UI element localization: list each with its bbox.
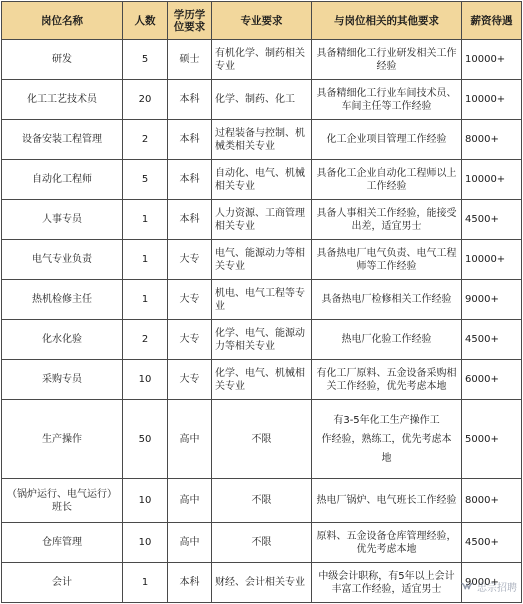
other-requirements-cell	[312, 400, 462, 479]
header-education: 学历学位要求	[168, 2, 212, 40]
education-cell: 本科	[168, 120, 212, 160]
position-cell: （锅炉运行、电气运行）班长	[2, 479, 123, 523]
other-requirements-line: 作经验，熟练工，优先考虑本	[321, 433, 452, 445]
table-row	[2, 160, 522, 200]
header-salary: 薪资待遇	[462, 2, 522, 40]
table-row	[2, 80, 522, 120]
other-requirements-cell: 具备热电厂电气负责、电气工程师等工作经验	[312, 240, 462, 280]
header-other: 与岗位相关的其他要求	[312, 2, 462, 40]
salary-cell: 10000+	[462, 160, 522, 200]
table-row	[2, 120, 522, 160]
header-major: 专业要求	[212, 2, 312, 40]
position-cell: 自动化工程师	[2, 160, 123, 200]
other-requirements-cell: 热电厂化验工作经验	[312, 320, 462, 360]
salary-cell: 9000+	[462, 280, 522, 320]
education-cell: 本科	[168, 563, 212, 603]
major-cell: 自动化、电气、机械相关专业	[212, 160, 312, 200]
other-requirements-cell: 具备热电厂检修相关工作经验	[312, 280, 462, 320]
major-cell: 财经、会计相关专业	[212, 563, 312, 603]
header-position: 岗位名称	[2, 2, 123, 40]
other-requirements-cell: 具备人事相关工作经验，能接受出差，适宜男士	[312, 200, 462, 240]
position-cell: 生产操作	[2, 400, 123, 479]
major-cell: 有机化学、制药相关专业	[212, 40, 312, 80]
count-cell: 1	[123, 563, 168, 603]
education-cell: 大专	[168, 360, 212, 400]
education-cell: 本科	[168, 160, 212, 200]
position-cell: 采购专员	[2, 360, 123, 400]
salary-cell: 4500+	[462, 320, 522, 360]
count-cell: 10	[123, 523, 168, 563]
count-cell: 2	[123, 320, 168, 360]
count-cell: 10	[123, 360, 168, 400]
table-row	[2, 400, 522, 479]
count-cell: 2	[123, 120, 168, 160]
major-cell: 不限	[212, 479, 312, 523]
salary-cell: 5000+	[462, 400, 522, 479]
other-requirements-cell: 原料、五金设备仓库管理经验，优先考虑本地	[312, 523, 462, 563]
position-cell: 仓库管理	[2, 523, 123, 563]
major-cell: 化学、制药、化工	[212, 80, 312, 120]
other-requirements-cell: 具备精细化工行业车间技术员、车间主任等工作经验	[312, 80, 462, 120]
salary-cell: 6000+	[462, 360, 522, 400]
other-requirements-cell: 化工企业项目管理工作经验	[312, 120, 462, 160]
count-cell: 1	[123, 280, 168, 320]
major-cell: 不限	[212, 523, 312, 563]
other-requirements-cell: 热电厂锅炉、电气班长工作经验	[312, 479, 462, 523]
position-cell: 电气专业负责	[2, 240, 123, 280]
salary-cell: 10000+	[462, 40, 522, 80]
count-cell: 20	[123, 80, 168, 120]
table-row	[2, 563, 522, 603]
other-requirements-line: 地	[381, 452, 392, 464]
table-row	[2, 280, 522, 320]
other-requirements-cell: 有化工厂原料、五金设备采购相关工作经验，优先考虑本地	[312, 360, 462, 400]
education-cell: 大专	[168, 280, 212, 320]
education-cell: 大专	[168, 240, 212, 280]
other-requirements-line: 有3-5年化工生产操作工	[333, 414, 440, 426]
count-cell: 5	[123, 40, 168, 80]
major-cell: 电气、能源动力等相关专业	[212, 240, 312, 280]
table-row	[2, 479, 522, 523]
salary-cell: 8000+	[462, 479, 522, 523]
watermark-text: 忠宗招聘	[477, 583, 517, 594]
position-cell: 设备安装工程管理	[2, 120, 123, 160]
salary-cell: 10000+	[462, 240, 522, 280]
major-cell: 机电、电气工程等专业	[212, 280, 312, 320]
major-cell: 化学、电气、机械相关专业	[212, 360, 312, 400]
job-openings-table	[1, 1, 522, 603]
count-cell: 1	[123, 240, 168, 280]
salary-cell: 10000+	[462, 80, 522, 120]
table-header-row	[2, 2, 522, 40]
major-cell: 化学、电气、能源动力等相关专业	[212, 320, 312, 360]
header-count: 人数	[123, 2, 168, 40]
salary-cell: 8000+	[462, 120, 522, 160]
education-cell: 高中	[168, 400, 212, 479]
education-cell: 本科	[168, 200, 212, 240]
count-cell: 50	[123, 400, 168, 479]
major-cell: 过程装备与控制、机械类相关专业	[212, 120, 312, 160]
salary-cell: 9000+	[462, 563, 522, 603]
education-cell: 本科	[168, 80, 212, 120]
count-cell: 1	[123, 200, 168, 240]
education-cell: 硕士	[168, 40, 212, 80]
table-row	[2, 200, 522, 240]
table-row	[2, 40, 522, 80]
other-requirements-cell: 具备精细化工行业研发相关工作经验	[312, 40, 462, 80]
table-row	[2, 360, 522, 400]
other-requirements-cell: 中级会计职称，有5年以上会计丰富工作经验，适宜男士	[312, 563, 462, 603]
position-cell: 人事专员	[2, 200, 123, 240]
major-cell: 不限	[212, 400, 312, 479]
table-row	[2, 523, 522, 563]
count-cell: 5	[123, 160, 168, 200]
position-cell: 会计	[2, 563, 123, 603]
position-cell: 化水化验	[2, 320, 123, 360]
salary-cell: 4500+	[462, 523, 522, 563]
count-cell: 10	[123, 479, 168, 523]
position-cell: 热机检修主任	[2, 280, 123, 320]
salary-cell: 4500+	[462, 200, 522, 240]
position-cell: 研发	[2, 40, 123, 80]
education-cell: 大专	[168, 320, 212, 360]
education-cell: 高中	[168, 523, 212, 563]
table-row	[2, 240, 522, 280]
other-requirements-cell: 具备化工企业自动化工程师以上工作经验	[312, 160, 462, 200]
major-cell: 人力资源、工商管理相关专业	[212, 200, 312, 240]
table-row	[2, 320, 522, 360]
education-cell: 高中	[168, 479, 212, 523]
position-cell: 化工工艺技术员	[2, 80, 123, 120]
